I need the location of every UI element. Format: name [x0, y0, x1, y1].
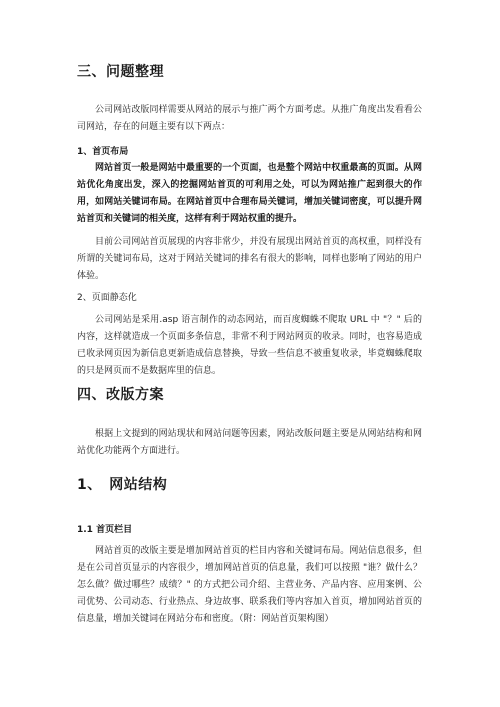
section-4-intro: 根据上文提到的网站现状和网站问题等因素，网站改版问题主要是从网站结构和网站优化功能两个方面进行。: [77, 429, 422, 456]
homepage-layout-paragraph-2: 目前公司网站首页展现的内容非常少，并没有展现出网站首页的高权重，同样没有所谓的关键词布局，这对于网站关键词的排名有很大的影响，同样也影响了网站的用户体验。: [77, 237, 422, 281]
homepage-layout-paragraph-1: 网站首页一般是网站中最重要的一个页面，也是整个网站中权重最高的页面。从网站优化角度出发，深入的挖掘网站首页的可利用之处，可以为网站推广起到很大的作用，如网站关键词布局。在网站首页中合理布局关键词，增加关键词密度，可以提升网站首页和关键词的相关度，这样有利于网站权重的提升。: [77, 163, 422, 224]
subsection-homepage-layout-heading: 1、首页布局: [77, 147, 129, 157]
section-4-heading: 四、改版方案: [77, 387, 164, 403]
homepage-columns-heading: 1.1 首页栏目: [77, 525, 133, 535]
static-pages-paragraph: 公司网站是采用.asp 语言制作的动态网站，而百度蜘蛛不爬取 URL 中 "？" 后的内容，这样就造成一个页面多条信息，非常不利于网站网页的收录。同时，也容易造成已收录网页因为新信息更新造成信息替换，导致一些信息不被重复收录，毕竟蜘蛛爬取的只是网页而不是数据库里的信息。: [77, 315, 422, 376]
subsection-static-pages-heading: 2、页面静态化: [77, 293, 137, 303]
section-3-heading: 三、问题整理: [77, 64, 164, 80]
homepage-columns-paragraph: 网站首页的改版主要是增加网站首页的栏目内容和关键词布局。网站信息很多，但是在公司首页显示的内容很少，增加网站首页的信息量，我们可以按照 "谁？做什么？怎么做？做过哪些？成绩？" 的方式把公司介绍、主营业务、产品内容、应用案例、公司优势、公司动态、行业热点、身边故事、联系我们等内容加入首页，增加网站首页的信息量，增加关键词在网站分布和密度。（附：网站首页架构图）: [77, 546, 422, 624]
site-structure-heading: 1、 网站结构: [77, 477, 168, 493]
section-3-intro: 公司网站改版同样需要从网站的展示与推广两个方面考虑。从推广角度出发看看公司网站，存在的问题主要有以下两点：: [77, 105, 422, 132]
